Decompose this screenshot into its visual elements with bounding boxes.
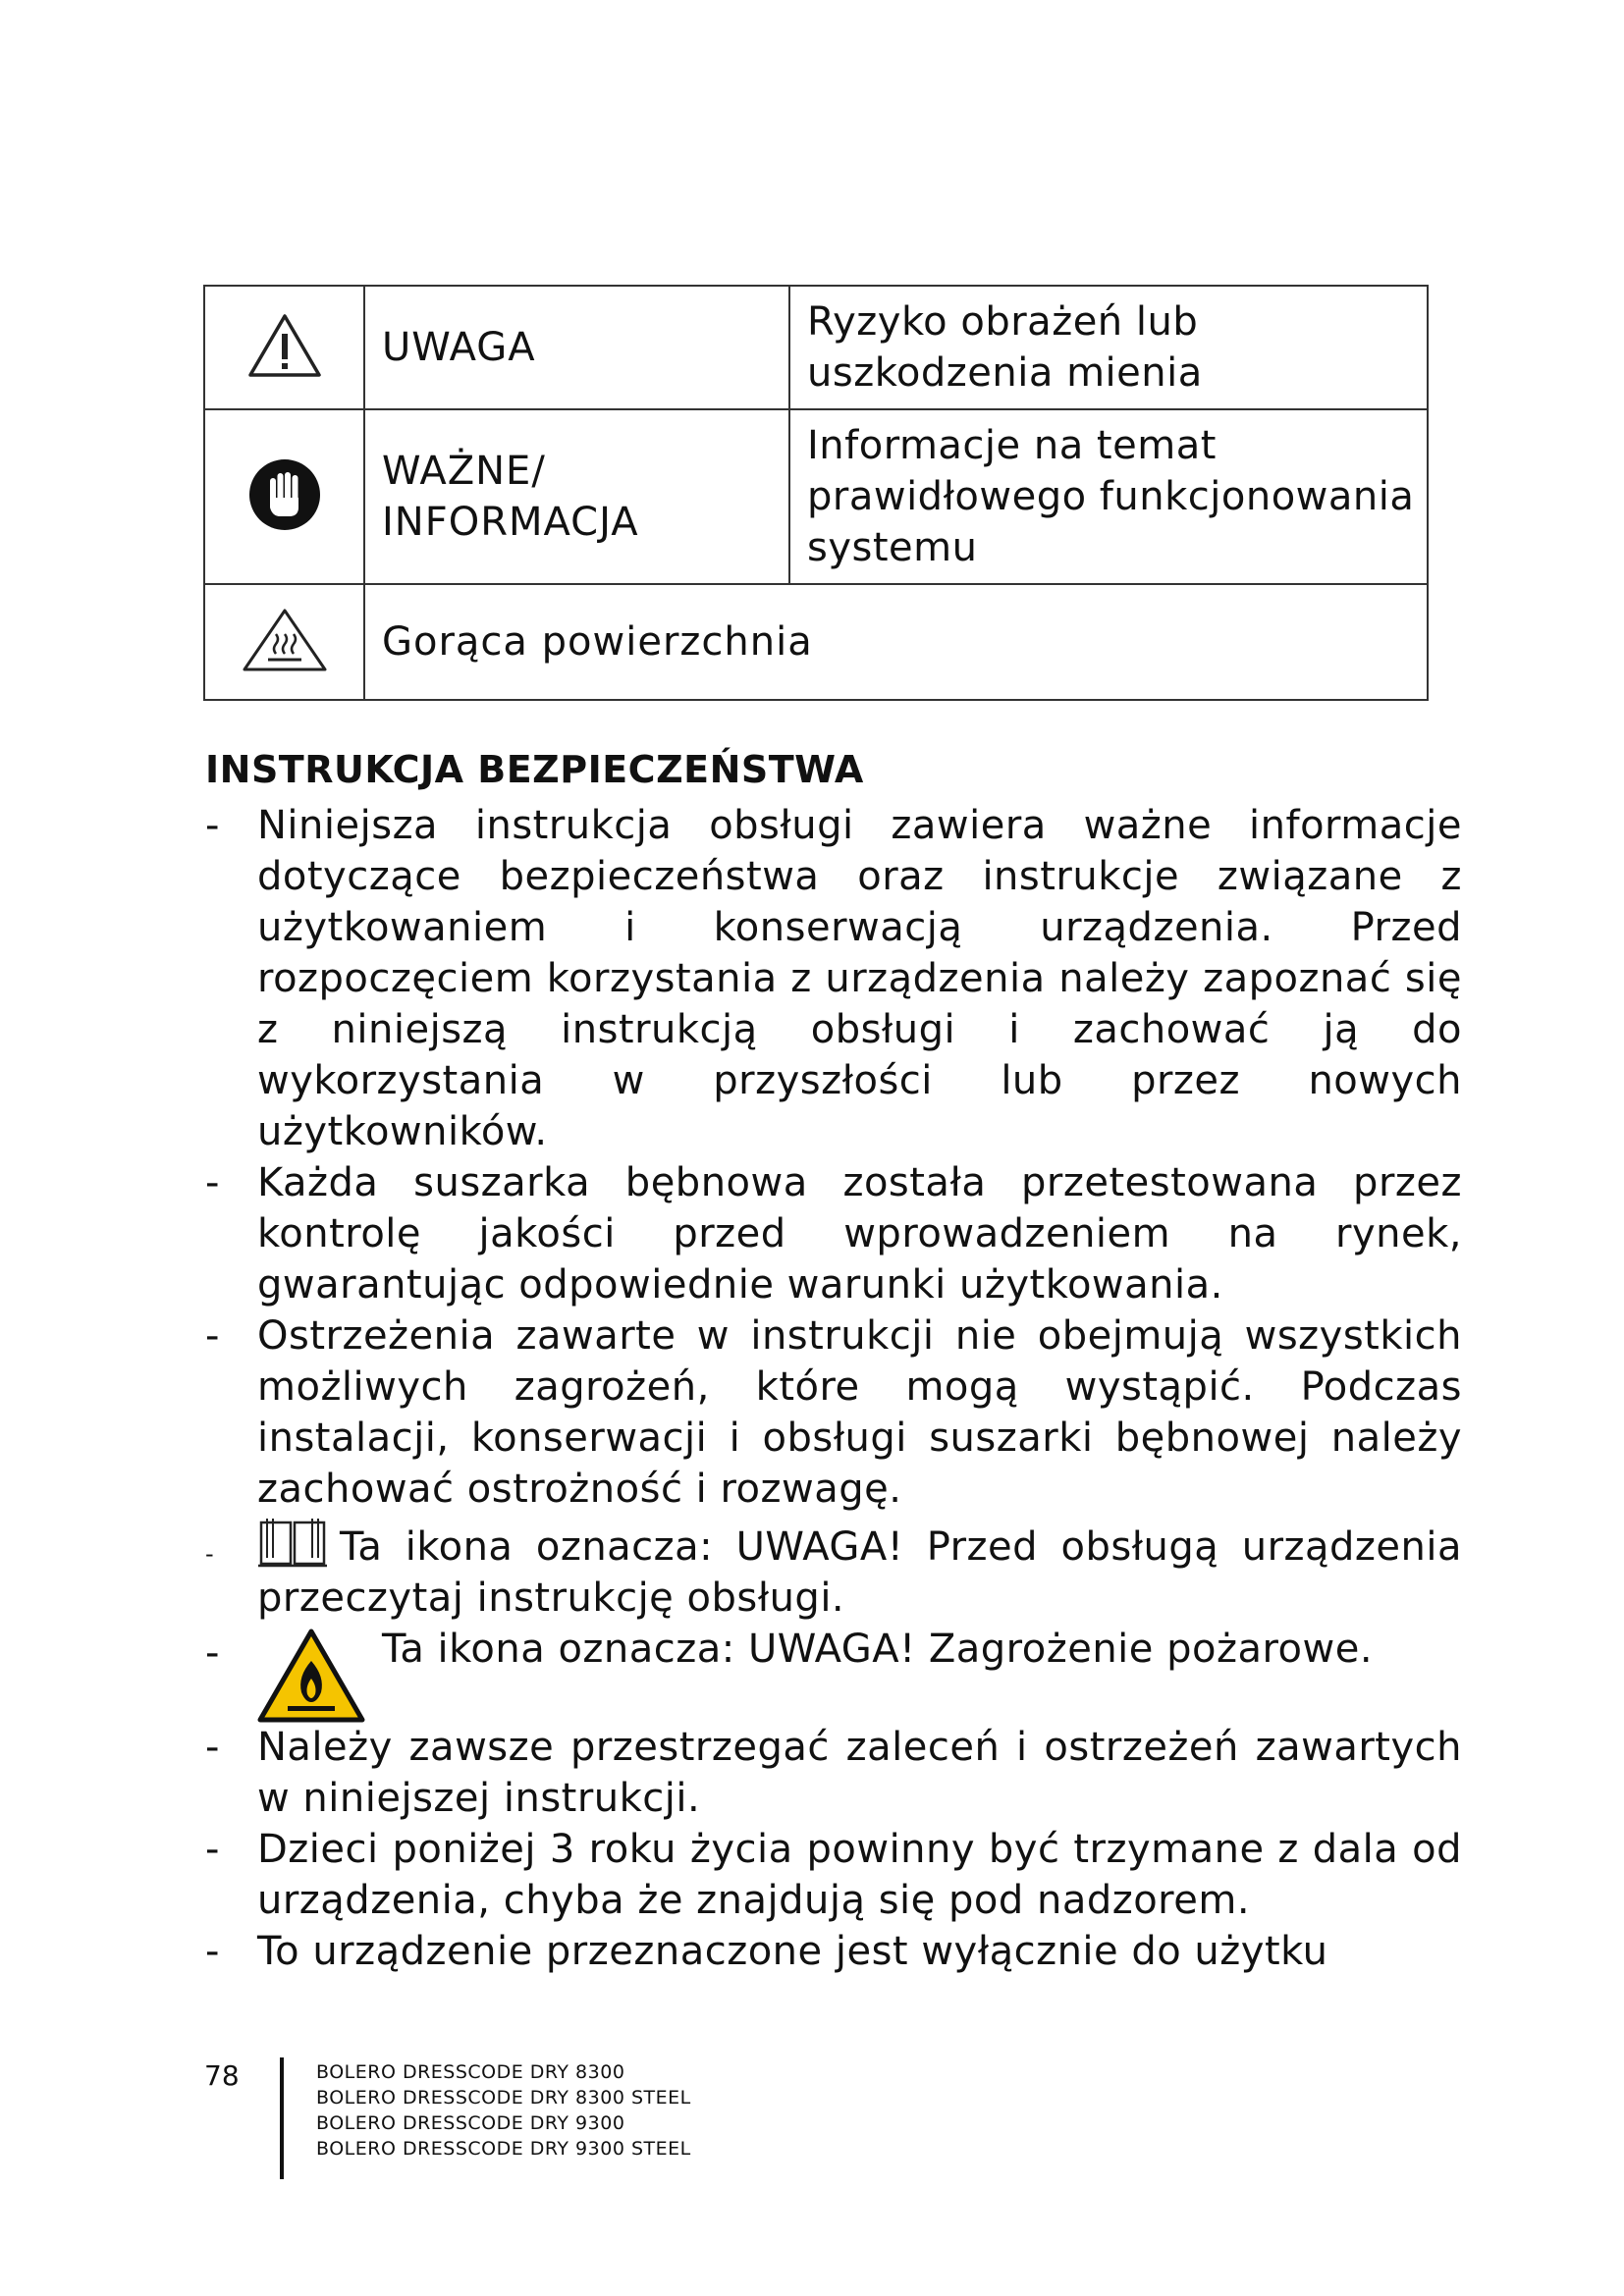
model-name: BOLERO DRESSCODE DRY 8300 STEEL bbox=[316, 2087, 691, 2109]
list-dash: - bbox=[205, 1725, 220, 1770]
symbol-description: Ryzyko obrażeń lub uszkodzenia mienia bbox=[789, 286, 1428, 409]
list-dash: - bbox=[205, 1313, 220, 1359]
safety-instructions-list bbox=[205, 800, 1462, 1977]
list-dash: - bbox=[205, 1540, 215, 1568]
model-name: BOLERO DRESSCODE DRY 9300 STEEL bbox=[316, 2138, 691, 2160]
warning-triangle-icon bbox=[247, 312, 322, 379]
model-name: BOLERO DRESSCODE DRY 9300 bbox=[316, 2112, 625, 2134]
symbol-label: UWAGA bbox=[364, 286, 789, 409]
model-list bbox=[316, 2059, 691, 2162]
list-item bbox=[205, 1824, 1462, 1926]
list-item-text: Dzieci poniżej 3 roku życia powinny być trzymane z dala od urządzenia, chyba że znajdują się pod nadzorem. bbox=[257, 1827, 1462, 1923]
list-item bbox=[205, 1515, 1462, 1624]
list-item bbox=[205, 1722, 1462, 1824]
list-item-text: Każda suszarka bębnowa została przetestowana przez kontrolę jakości przed wprowadzeniem na rynek, gwarantując odpowiednie warunki użytkowania. bbox=[257, 1160, 1462, 1308]
page-number: 78 bbox=[204, 2059, 240, 2092]
list-item-text: Ta ikona oznacza: UWAGA! Przed obsługą urządzenia przeczytaj instrukcję obsługi. bbox=[257, 1524, 1462, 1621]
list-item bbox=[205, 1310, 1462, 1515]
model-name: BOLERO DRESSCODE DRY 8300 bbox=[316, 2061, 625, 2083]
list-item bbox=[205, 1926, 1462, 1977]
list-dash: - bbox=[205, 1630, 220, 1676]
list-dash: - bbox=[205, 1160, 220, 1205]
list-dash: - bbox=[205, 803, 220, 848]
symbol-legend-table bbox=[203, 285, 1429, 701]
icon-cell bbox=[204, 286, 364, 409]
symbol-row-important bbox=[204, 409, 1428, 584]
list-item bbox=[205, 1157, 1462, 1310]
symbol-row-warning bbox=[204, 286, 1428, 409]
symbol-description: Informacje na temat prawidłowego funkcjonowania systemu bbox=[789, 409, 1428, 584]
section-title: INSTRUKCJA BEZPIECZEŃSTWA bbox=[205, 748, 864, 791]
list-item-text: Ta ikona oznacza: UWAGA! Zagrożenie pożarowe. bbox=[382, 1627, 1374, 1672]
symbol-label: Gorąca powierzchnia bbox=[364, 584, 1428, 700]
list-item-text: Ostrzeżenia zawarte w instrukcji nie obejmują wszystkich możliwych zagrożeń, które mogą wystąpić. Podczas instalacji, konserwacji i obsługi suszarki bębnowej należy zachować ostrożność i rozwagę. bbox=[257, 1313, 1462, 1512]
list-item-text: Należy zawsze przestrzegać zaleceń i ostrzeżeń zawartych w niniejszej instrukcji. bbox=[257, 1725, 1462, 1821]
symbol-row-hot-surface bbox=[204, 584, 1428, 700]
list-item bbox=[205, 1624, 1462, 1722]
list-item bbox=[205, 800, 1462, 1157]
hot-surface-icon bbox=[241, 607, 329, 673]
list-item-text: Niniejsza instrukcja obsługi zawiera ważne informacje dotyczące bezpieczeństwa oraz instrukcje związane z użytkowaniem i konserwacją urządzenia. Przed rozpoczęciem korzystania z urządzenia należy zapoznać się z niniejszą instrukcją obsługi i zachować ją do wykorzystania w przyszłości lub przez nowych użytkowników. bbox=[257, 803, 1462, 1154]
list-item-text: To urządzenie przeznaczone jest wyłącznie do użytku bbox=[257, 1929, 1328, 1974]
list-dash: - bbox=[205, 1929, 220, 1974]
footer-divider bbox=[280, 2057, 284, 2179]
open-book-icon bbox=[257, 1515, 328, 1570]
symbol-label: WAŻNE/ INFORMACJA bbox=[364, 409, 789, 584]
fire-hazard-icon bbox=[256, 1628, 366, 1724]
icon-cell bbox=[204, 584, 364, 700]
list-dash: - bbox=[205, 1827, 220, 1872]
stop-hand-icon bbox=[248, 458, 321, 531]
icon-cell bbox=[204, 409, 364, 584]
